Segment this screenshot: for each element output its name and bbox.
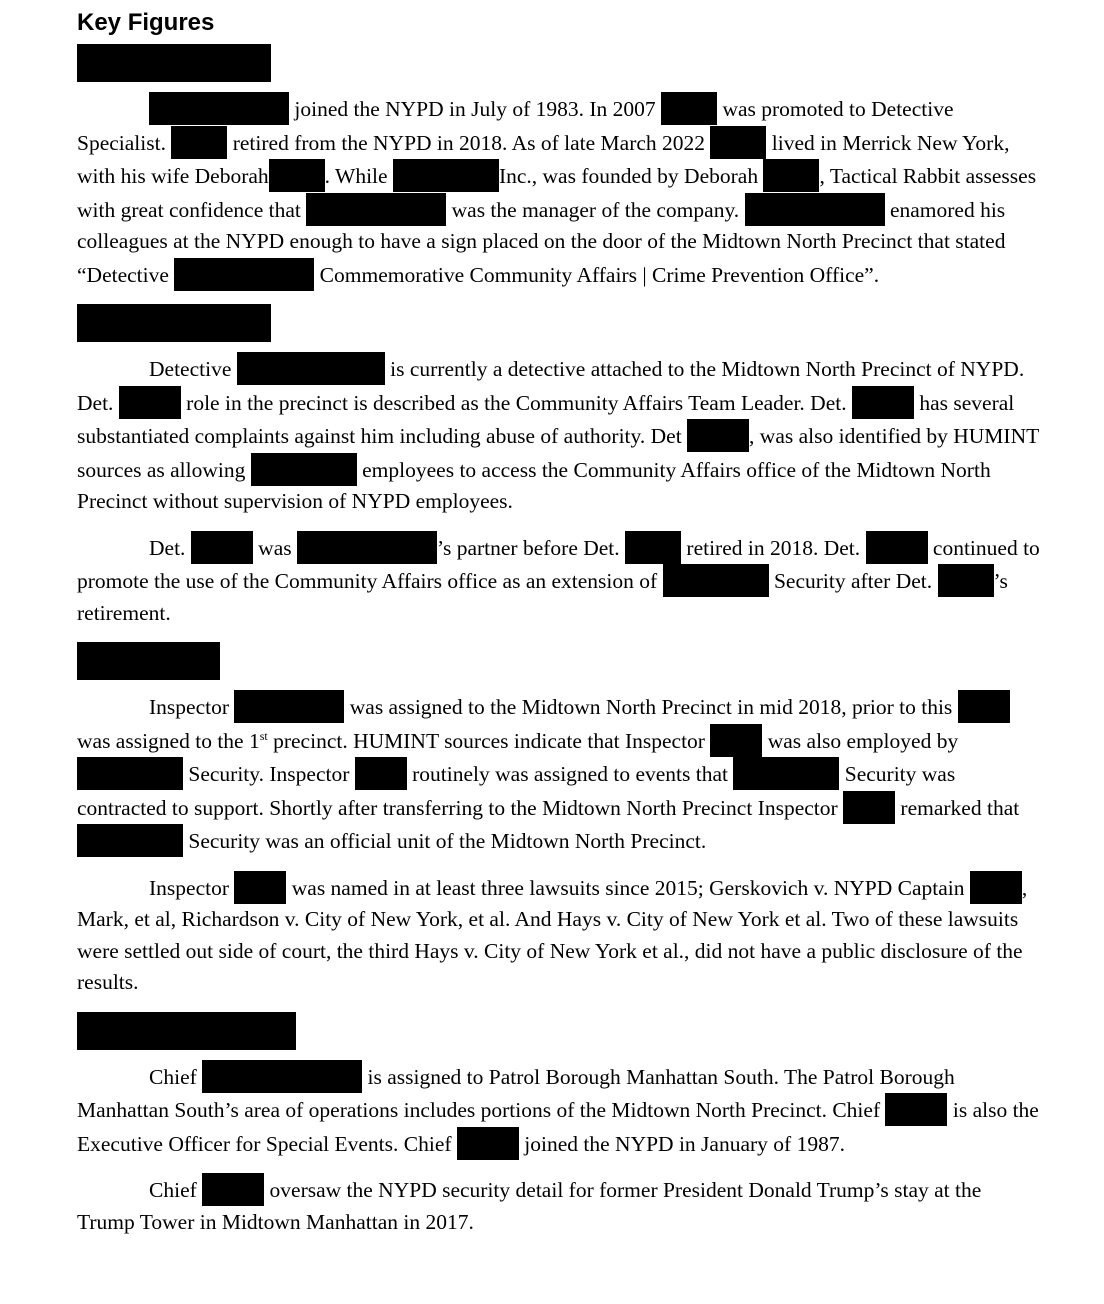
text-span: Security. Inspector (188, 762, 350, 786)
text-span: remarked that (900, 795, 1020, 820)
redaction-box (745, 193, 885, 226)
text-span: joined the NYPD in July of 1983. In 2007 (294, 97, 656, 121)
redaction-bar (77, 1012, 296, 1050)
redaction-box (393, 159, 499, 192)
redaction-box (663, 564, 769, 597)
text-span: Detective (149, 357, 232, 381)
redaction-box (237, 352, 385, 385)
page-title: Key Figures (77, 9, 215, 36)
paragraph-4 (77, 690, 1042, 858)
text-span: , Tactical Rabbit assesses with great confidence that (77, 164, 1037, 222)
text-span: precinct. HUMINT sources indicate that Inspector (267, 728, 705, 753)
superscript: st (259, 728, 268, 743)
redaction-box (202, 1060, 362, 1093)
redaction-box (306, 193, 446, 226)
text-span: Inspector (149, 695, 229, 719)
paragraph-6 (77, 1060, 1042, 1161)
redacted-section-heading (77, 304, 1042, 342)
text-span: Chief (149, 1064, 197, 1089)
text-span: joined the NYPD in January of 1987. (524, 1131, 845, 1156)
text-span: lived in Merrick New York, with his wife Deborah (77, 130, 1010, 188)
text-span: ’s partner before Det. (436, 535, 620, 560)
redaction-bar (77, 304, 271, 342)
text-span: enamored his colleagues at the NYPD enough to have a sign placed on the door of the Midtown North Precinct that stated “Detective (77, 197, 1006, 287)
text-span: was assigned to the Midtown North Precinct in mid 2018, prior to this (349, 695, 953, 719)
text-span: was named in at least three lawsuits since 2015; Gerskovich v. NYPD Captain (291, 875, 965, 900)
redaction-box (661, 92, 717, 125)
text-span: was promoted to Detective Specialist. (77, 97, 954, 155)
text-span: , was also identified by HUMINT sources as allowing (77, 424, 1039, 482)
text-span: routinely was assigned to events that (412, 762, 728, 786)
text-span: . While (324, 164, 388, 188)
redaction-box (174, 258, 314, 291)
redaction-box (866, 531, 928, 564)
redaction-box (234, 690, 344, 723)
text-span: has several substantiated complaints against him including abuse of authority. Det (77, 390, 1015, 448)
text-span: is assigned to Patrol Borough Manhattan South. The Patrol Borough Manhattan South’s area of operations includes portions of the Midtown North Precinct. Chief (77, 1064, 955, 1122)
redaction-box (970, 871, 1022, 904)
redaction-box (852, 386, 914, 419)
text-span: was (258, 535, 292, 560)
redaction-box (149, 92, 289, 125)
redaction-box (625, 531, 681, 564)
text-span: employees to access the Community Affairs office of the Midtown North Precinct without supervision of NYPD employees. (77, 457, 991, 513)
redaction-box (77, 757, 183, 790)
text-span: was assigned to the 1 (77, 728, 260, 753)
redaction-box (119, 386, 181, 419)
text-span: role in the precinct is described as the Community Affairs Team Leader. Det. (186, 390, 847, 415)
paragraph-1 (77, 92, 1042, 291)
text-span: Inc., was founded by Deborah (498, 164, 759, 188)
redaction-box (885, 1093, 947, 1126)
text-span: retired from the NYPD in 2018. As of late March 2022 (232, 130, 706, 155)
redacted-section-heading (77, 642, 1042, 680)
text-span: retired in 2018. Det. (686, 535, 861, 560)
text-span: Det. (149, 535, 186, 560)
redaction-box (251, 453, 357, 486)
paragraph-2 (77, 352, 1042, 518)
paragraph-5 (77, 871, 1042, 999)
redaction-box (202, 1173, 264, 1206)
redaction-box (763, 159, 819, 192)
redacted-section-heading (77, 44, 1042, 82)
text-span: Security after Det. (773, 569, 933, 593)
text-span: , Mark, et al, Richardson v. City of New York, et al. And Hays v. City of New York et al. Two of these lawsuits were settled out side of court, the third Hays v. City of New York et al., did not have a public disclosure of the results. (77, 875, 1028, 994)
redaction-bar (77, 642, 220, 680)
redacted-section-heading (77, 1012, 1042, 1050)
text-span: continued to promote the use of the Community Affairs office as an extension of (77, 535, 1040, 593)
text-span: is currently a detective attached to the Midtown North Precinct of NYPD. Det. (77, 357, 1025, 415)
document-page (77, 8, 1042, 1251)
redaction-box (843, 791, 895, 824)
redaction-bar (77, 44, 271, 82)
redaction-box (297, 531, 437, 564)
text-span: Inspector (149, 875, 229, 900)
text-span: oversaw the NYPD security detail for former President Donald Trump’s stay at the Trump Tower in Midtown Manhattan in 2017. (77, 1178, 982, 1234)
redaction-box (958, 690, 1010, 723)
redaction-box (171, 126, 227, 159)
text-span: Commemorative Community Affairs | Crime Prevention Office”. (319, 262, 880, 287)
text-span: was also employed by (767, 728, 959, 753)
text-span: Security was contracted to support. Shortly after transferring to the Midtown North Precinct Inspector (77, 762, 956, 820)
paragraph-7 (77, 1173, 1042, 1238)
text-span: Security was an official unit of the Midtown North Precinct. (188, 829, 707, 853)
redaction-box (77, 824, 183, 857)
text-span: is also the Executive Officer for Special Events. Chief (77, 1098, 1039, 1156)
text-span: ’s retirement. (77, 569, 1008, 625)
redaction-box (457, 1127, 519, 1160)
redaction-box (710, 724, 762, 757)
redaction-box (269, 159, 325, 192)
text-span: Chief (149, 1178, 197, 1202)
redaction-box (733, 757, 839, 790)
text-span: was the manager of the company. (451, 197, 740, 222)
redaction-box (234, 871, 286, 904)
redaction-box (355, 757, 407, 790)
redaction-box (687, 419, 749, 452)
redaction-box (191, 531, 253, 564)
redaction-box (710, 126, 766, 159)
paragraph-3 (77, 531, 1042, 630)
redaction-box (938, 564, 994, 597)
